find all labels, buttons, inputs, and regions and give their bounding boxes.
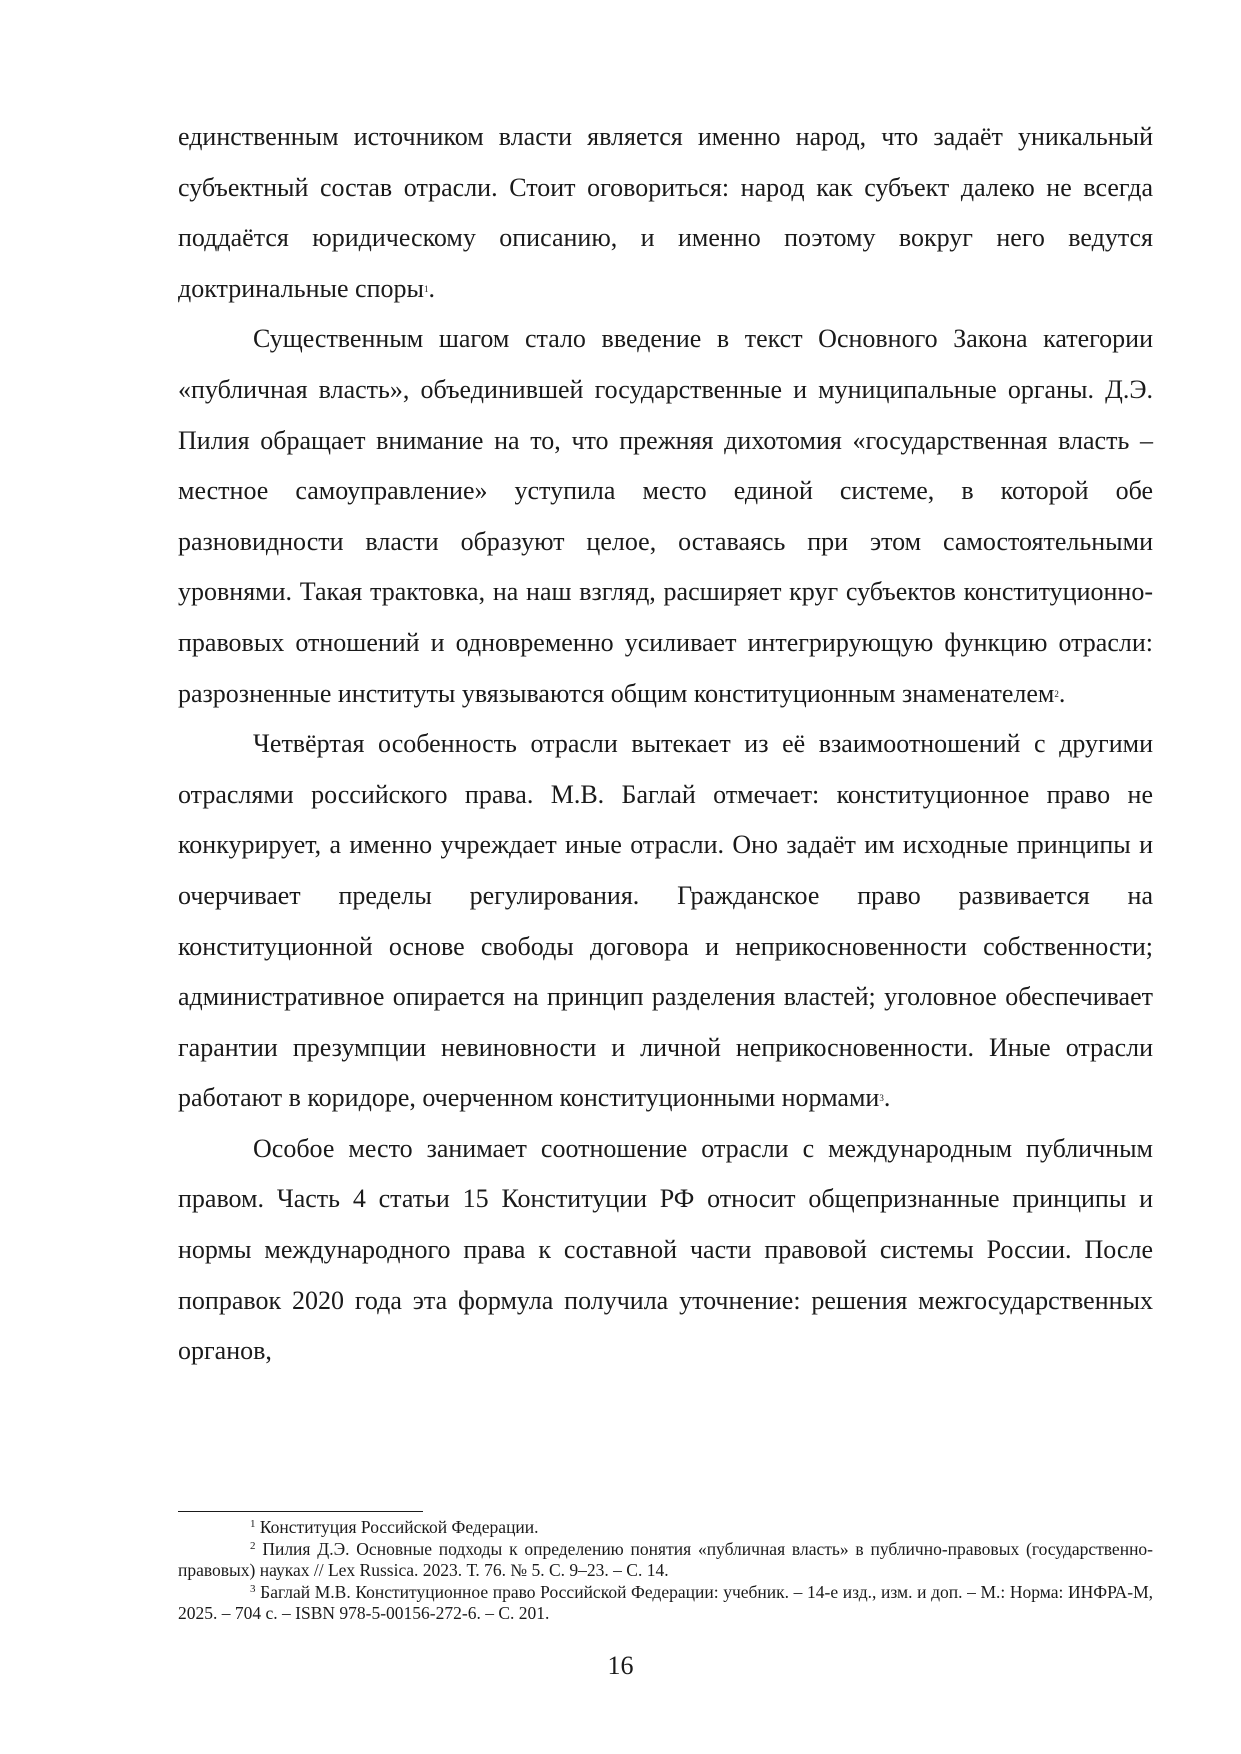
paragraph-2-text: Существенным шагом стало введение в текст Основного Закона категории «публичная власть», объединившей государственные и муниципальные органы. Д.Э. Пилия обращает внимание на то, что прежняя дихотомия «государственная власть – местное самоуправление» уступила место единой системе, в которой обе разновидности власти образуют целое, оставаясь при этом самостоятельными уровнями. Такая трактовка, на наш взгляд, расширяет круг субъектов конституционно-правовых отношений и одновременно усиливает интегрирующую функцию отрасли: разрозненные институты увязываются общим конституционным знаменателем bbox=[178, 324, 1153, 708]
footnote-1-number: 1 bbox=[250, 1518, 256, 1530]
footnote-3 bbox=[178, 1582, 1153, 1625]
footnote-ref-3[interactable]: 3 bbox=[879, 1093, 884, 1104]
paragraph-2 bbox=[178, 314, 1153, 719]
footnote-2-text: Пилия Д.Э. Основные подходы к определению понятия «публичная власть» в публично-правовых (государственно-правовых) науках // Lex Russica. 2023. Т. 76. № 5. С. 9–23. – С. 14. bbox=[178, 1538, 1154, 1580]
paragraph-4 bbox=[178, 1124, 1153, 1377]
footnote-1 bbox=[178, 1517, 1153, 1539]
paragraph-3-tail: . bbox=[883, 1083, 891, 1113]
footnote-2-number: 2 bbox=[250, 1539, 256, 1552]
paragraph-1-text: единственным источником власти является именно народ, что задаёт уникальный субъектный состав отрасли. Стоит оговориться: народ как субъект далеко не всегда поддаётся юридическому описанию, и именно поэтому вокруг него ведутся доктринальные споры bbox=[178, 122, 1153, 303]
footnote-ref-1[interactable]: 1 bbox=[423, 283, 429, 294]
paragraph-2-tail: . bbox=[1058, 678, 1066, 708]
paragraph-1 bbox=[178, 112, 1153, 314]
footnote-1-text: Конституция Российской Федерации. bbox=[259, 1517, 539, 1537]
footnote-3-number: 3 bbox=[250, 1582, 256, 1595]
footnote-separator bbox=[178, 1511, 423, 1512]
paragraph-3 bbox=[178, 719, 1153, 1124]
footnote-2 bbox=[178, 1539, 1153, 1582]
paragraph-1-tail: . bbox=[428, 273, 435, 303]
paragraph-3-text: Четвёртая особенность отрасли вытекает из её взаимоотношений с другими отраслями российского права. М.В. Баглай отмечает: конституционное право не конкурирует, а именно учреждает иные отрасли. Оно задаёт им исходные принципы и очерчивает пределы регулирования. Гражданское право развивается на конституционной основе свободы договора и неприкосновенности собственности; административное опирается на принцип разделения властей; уголовное обеспечивает гарантии презумпции невиновности и личной неприкосновенности. Иные отрасли работают в коридоре, очерченном конституционными нормами bbox=[178, 729, 1153, 1113]
page-number: 16 bbox=[607, 1651, 634, 1680]
footnotes bbox=[178, 1517, 1153, 1625]
paragraph-4-text: Особое место занимает соотношение отрасли с международным публичным правом. Часть 4 статьи 15 Конституции РФ относит общепризнанные принципы и нормы международного права к составной части правовой системы России. После поправок 2020 года эта формула получила уточнение: решения межгосударственных органов, bbox=[178, 1133, 1153, 1366]
footnote-ref-2[interactable]: 2 bbox=[1054, 688, 1059, 699]
footnote-3-text: Баглай М.В. Конституционное право Российской Федерации: учебник. – 14-е изд., изм. и доп. – М.: Норма: ИНФРА-М, 2025. – 704 с. – ISBN 978-5-00156-272-6. – С. 201. bbox=[178, 1581, 1154, 1623]
main-text bbox=[178, 112, 1153, 1377]
